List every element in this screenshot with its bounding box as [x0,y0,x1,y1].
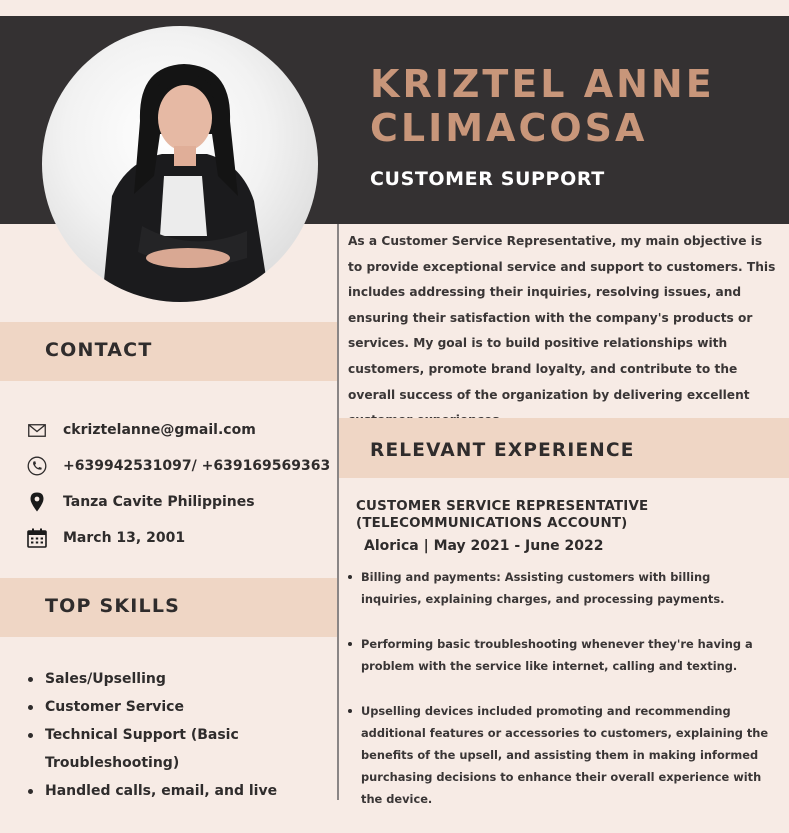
skills-list [26,665,326,805]
contact-birthdate-row [26,520,331,556]
person-name: KRIZTEL ANNE CLIMACOSA [370,62,715,150]
job-duty-item: Performing basic troubleshooting whenever they're having a problem with the service like internet, calling and texting. [348,633,773,677]
skill-item: Technical Support (Basic Troubleshooting) [26,721,326,777]
contact-phone-row [26,448,331,484]
job-duties-list [348,566,773,833]
calendar-icon [26,527,48,549]
contact-phone: +639942531097/ +639169569363 [63,458,331,474]
contact-email[interactable]: ckriztelanne@gmail.com [63,422,256,438]
top-margin [0,0,789,16]
job-duty-item: Billing and payments: Assisting customers with billing inquiries, explaining charges, and processing payments. [348,566,773,610]
job-role: CUSTOMER SUPPORT [370,168,605,190]
skill-item: Customer Service [26,693,326,721]
contact-heading: CONTACT [45,339,153,361]
profile-photo [42,26,318,302]
skill-item: Sales/Upselling [26,665,326,693]
contact-birthdate: March 13, 2001 [63,530,186,546]
contact-email-row [26,412,331,448]
profile-summary: As a Customer Service Representative, my main objective is to provide exceptional service and support to customers. This includes addressing their inquiries, resolving issues, and ensuring their satisfaction with the company's products or services. My goal is to build positive relationships with customers, promote brand loyalty, and contribute to the overall success of the organization by delivering excellent [348,234,776,402]
contact-address-row [26,484,331,520]
mail-icon [26,419,48,441]
column-divider [337,224,339,800]
job-company-dates: Alorica | May 2021 - June 2022 [364,538,604,554]
contact-address: Tanza Cavite Philippines [63,494,255,510]
contact-list [26,412,331,556]
job-title: CUSTOMER SERVICE REPRESENTATIVE (TELECOMMUNICATIONS ACCOUNT) [356,499,649,531]
phone-icon [26,455,48,477]
person-portrait-icon [42,26,318,302]
experience-heading: RELEVANT EXPERIENCE [370,440,635,461]
job-duty-item: Upselling devices included promoting and recommending additional features or accessories to customers, explaining the benefits of the upsell, and assisting them in making informed purchasing decisions to enhance their overall experience with the device. [348,700,773,810]
location-pin-icon [26,491,48,513]
skill-item: Handled calls, email, and live [26,777,326,805]
skills-heading: TOP SKILLS [45,595,181,617]
